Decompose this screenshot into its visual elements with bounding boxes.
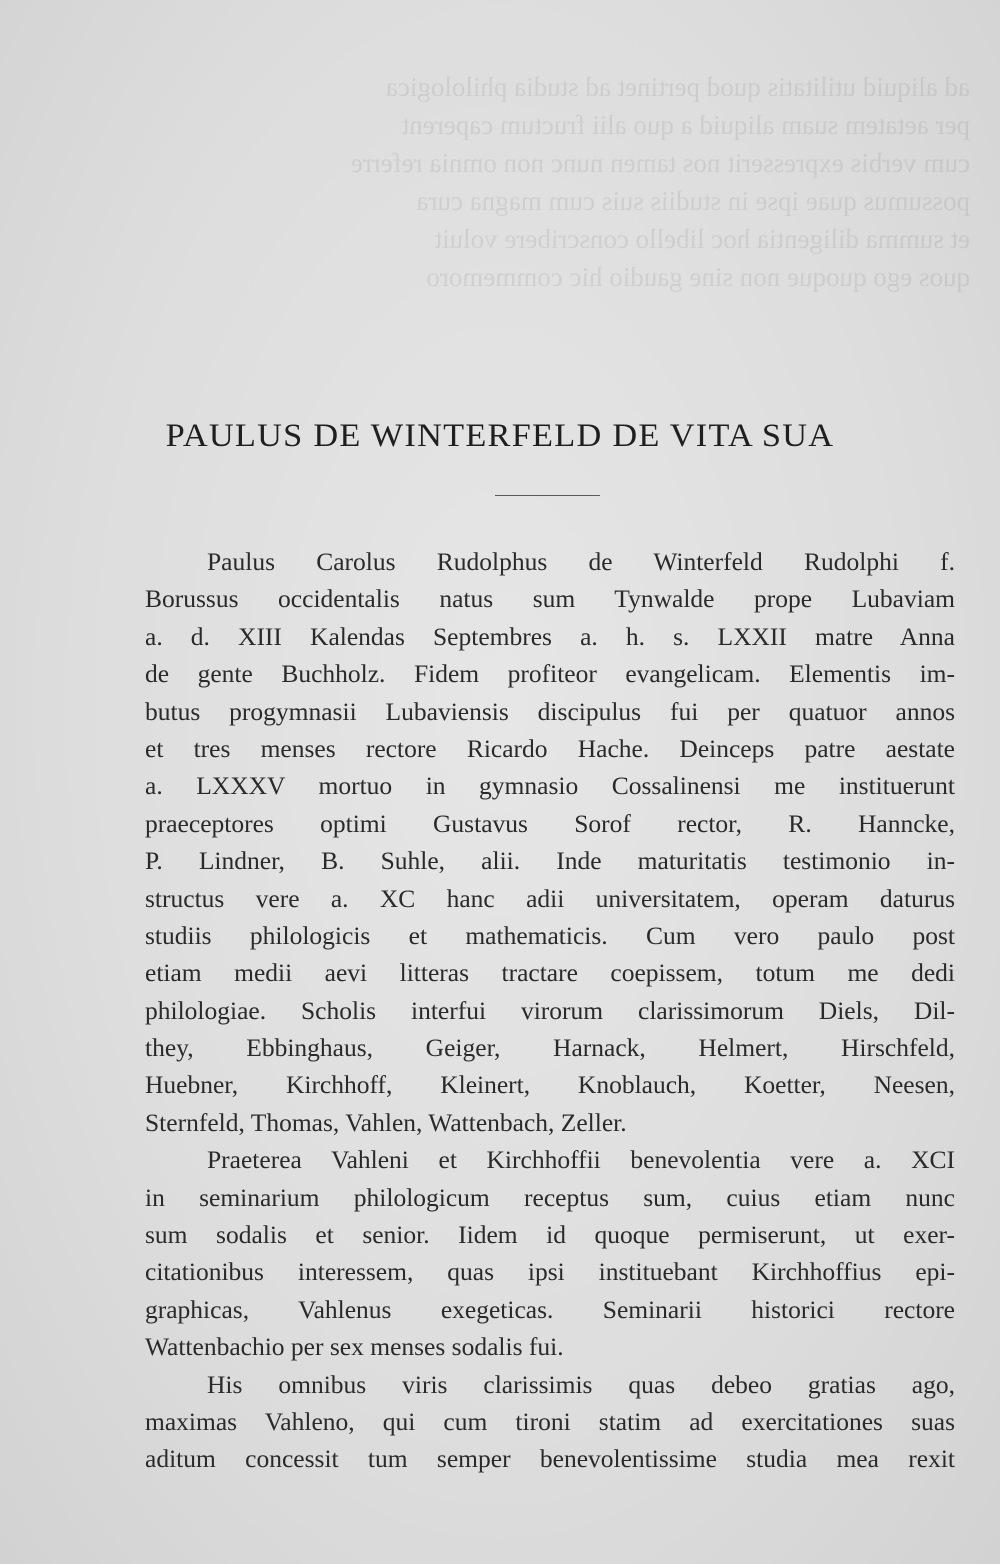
text-line: philologiae. Scholis interfui virorum clarissimorum Diels, Dil- <box>145 995 955 1025</box>
text-line: praeceptores optimi Gustavus Sorof rector, R. Hanncke, <box>145 808 955 838</box>
title-divider <box>495 495 600 496</box>
page-title: PAULUS DE WINTERFELD DE VITA SUA <box>165 418 835 454</box>
text-line: Wattenbachio per sex menses sodalis fui. <box>145 1332 564 1362</box>
text-line: Huebner, Kirchhoff, Kleinert, Knoblauch, Koetter, Neesen, <box>145 1070 955 1100</box>
text-line: a. LXXXV mortuo in gymnasio Cossalinensi me instituerunt <box>145 771 955 801</box>
text-line: Borussus occidentalis natus sum Tynwalde prope Lubaviam <box>145 584 955 614</box>
text-line: studiis philologicis et mathematicis. Cum vero paulo post <box>145 920 955 950</box>
text-line: Paulus Carolus Rudolphus de Winterfeld Rudolphi f. <box>207 547 955 576</box>
text-line: maximas Vahleno, qui cum tironi statim ad exercitationes suas <box>145 1406 955 1436</box>
text-line: aditum concessit tum semper benevolentissime studia mea rexit <box>145 1444 955 1474</box>
text-line: in seminarium philologicum receptus sum, cuius etiam nunc <box>145 1182 955 1212</box>
text-line: graphicas, Vahlenus exegeticas. Seminarii historici rectore <box>145 1294 955 1324</box>
text-line: a. d. XIII Kalendas Septembres a. h. s. LXXII matre Anna <box>145 621 955 651</box>
text-line: et tres menses rectore Ricardo Hache. Deinceps patre aestate <box>145 733 955 763</box>
text-line: de gente Buchholz. Fidem profiteor evangelicam. Elementis im- <box>145 659 955 689</box>
text-line: Sternfeld, Thomas, Vahlen, Wattenbach, Zeller. <box>145 1107 627 1137</box>
paragraph-3 <box>145 1366 955 1478</box>
text-line: structus vere a. XC hanc adii universitatem, operam daturus <box>145 883 955 913</box>
text-line: they, Ebbinghaus, Geiger, Harnack, Helmert, Hirschfeld, <box>145 1033 955 1063</box>
text-line: Praeterea Vahleni et Kirchhoffii benevolentia vere a. XCI <box>207 1145 955 1175</box>
biography-text <box>145 543 955 1478</box>
paragraph-1 <box>145 543 955 1141</box>
text-line: etiam medii aevi litteras tractare coepissem, totum me dedi <box>145 958 955 988</box>
paragraph-2 <box>145 1141 955 1365</box>
text-line: sum sodalis et senior. Iidem id quoque permiserunt, ut exer- <box>145 1220 955 1250</box>
text-line: citationibus interessem, quas ipsi instituebant Kirchhoffius epi- <box>145 1257 955 1287</box>
show-through-text: ad aliquid utilitatis quod pertinet ad studia philologica per aetatem suam aliquid a quo alii fructum caperent cum verbis expresserit nos tamen nunc non omnia referre possumus quae ipse in studiis suis cum magna cura et summa diligentia hoc libello conscribere voluit quos ego quoque non sine gaudio hic commemoro <box>350 72 970 292</box>
text-line: P. Lindner, B. Suhle, alii. Inde maturitatis testimonio in- <box>145 846 955 876</box>
text-line: His omnibus viris clarissimis quas debeo gratias ago, <box>207 1369 955 1399</box>
text-line: butus progymnasii Lubaviensis discipulus fui per quatuor annos <box>145 696 955 726</box>
